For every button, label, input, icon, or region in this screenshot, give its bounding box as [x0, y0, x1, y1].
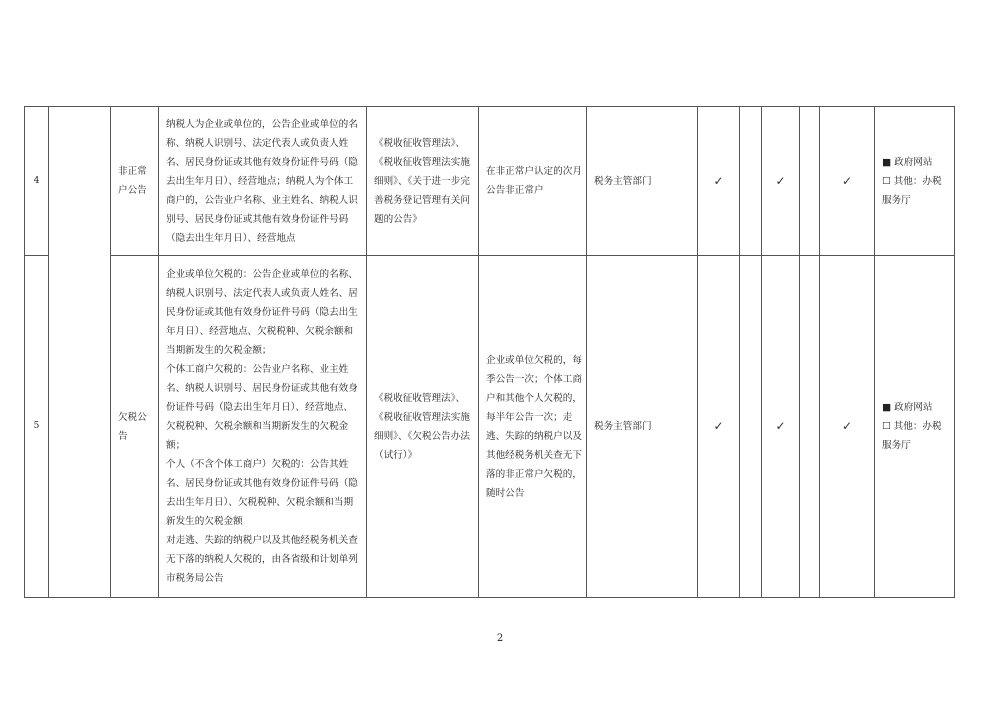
- merged-blank-cell: [49, 107, 111, 598]
- check-mark: ✓: [820, 256, 875, 598]
- channel-government-website: ■ 政府网站: [882, 156, 933, 168]
- basis-cell: 《税收征收管理法》、《税收征收管理法实施细则》、《关于进一步完善税务登记管理有关问题的公告》: [367, 107, 479, 256]
- check-cell-empty: [740, 107, 762, 256]
- check-mark: ✓: [762, 107, 800, 256]
- time-cell: 在非正常户认定的次月公告非正常户: [479, 107, 587, 256]
- content-cell: [159, 107, 367, 256]
- channel-other: ☐ 其他：办税服务厅: [882, 175, 942, 206]
- check-mark: ✓: [698, 256, 740, 598]
- check-mark: ✓: [820, 107, 875, 256]
- disclosure-table: [24, 106, 955, 598]
- row-index: 4: [25, 107, 49, 256]
- category-cell: 非正常户公告: [111, 107, 159, 256]
- channel-cell: [875, 107, 955, 256]
- basis-cell: 《税收征收管理法》、《税收征收管理法实施细则》、《欠税公告办法（试行）》: [367, 256, 479, 598]
- content-paragraph: 纳税人为企业或单位的，公告企业或单位的名称、纳税人识别号、法定代表人或负责人姓名、居民身份证或其他有效身份证件号码（隐去出生年月日）、经营地点；纳税人为个体工商户的，公告业户名称、业主姓名、纳税人识别号、居民身份证或其他有效身份证件号码（隐去出生年月日）、经营地点: [166, 118, 358, 244]
- channel-cell: [875, 256, 955, 598]
- content-paragraph: 个人（不含个体工商户）欠税的：公告其姓名、居民身份证或其他有效身份证件号码（隐去出生年月日）、欠税税种、欠税余额和当期新发生的欠税金额: [166, 459, 358, 527]
- department-cell: 税务主管部门: [587, 107, 698, 256]
- department-cell: 税务主管部门: [587, 256, 698, 598]
- check-mark: ✓: [698, 107, 740, 256]
- content-paragraph: 个体工商户欠税的：公告业户名称、业主姓名、纳税人识别号、居民身份证或其他有效身份证件号码（隐去出生年月日）、经营地点、欠税税种、欠税余额和当期新发生的欠税金额；: [166, 364, 358, 451]
- check-cell-empty: [740, 256, 762, 598]
- table-row: [25, 107, 955, 256]
- check-cell-empty: [800, 107, 820, 256]
- channel-other: ☐ 其他：办税服务厅: [882, 421, 942, 451]
- channel-government-website: ■ 政府网站: [882, 402, 933, 413]
- page-number: 2: [496, 633, 504, 644]
- category-cell: 欠税公告: [111, 256, 159, 598]
- check-mark: ✓: [762, 256, 800, 598]
- check-cell-empty: [800, 256, 820, 598]
- content-cell: [159, 256, 367, 598]
- table-row: [25, 256, 955, 598]
- time-cell: 企业或单位欠税的，每季公告一次；个体工商户和其他个人欠税的，每半年公告一次；走逃、失踪的纳税户以及其他经税务机关查无下落的非正常户欠税的，随时公告: [479, 256, 587, 598]
- content-paragraph: 对走逃、失踪的纳税户以及其他经税务机关查无下落的纳税人欠税的，由各省级和计划单列市税务局公告: [166, 535, 358, 584]
- row-index: 5: [25, 256, 49, 598]
- content-paragraph: 企业或单位欠税的：公告企业或单位的名称、纳税人识别号、法定代表人或负责人姓名、居民身份证或其他有效身份证件号码（隐去出生年月日）、经营地点、欠税税种、欠税余额和当期新发生的欠税金额；: [166, 269, 358, 356]
